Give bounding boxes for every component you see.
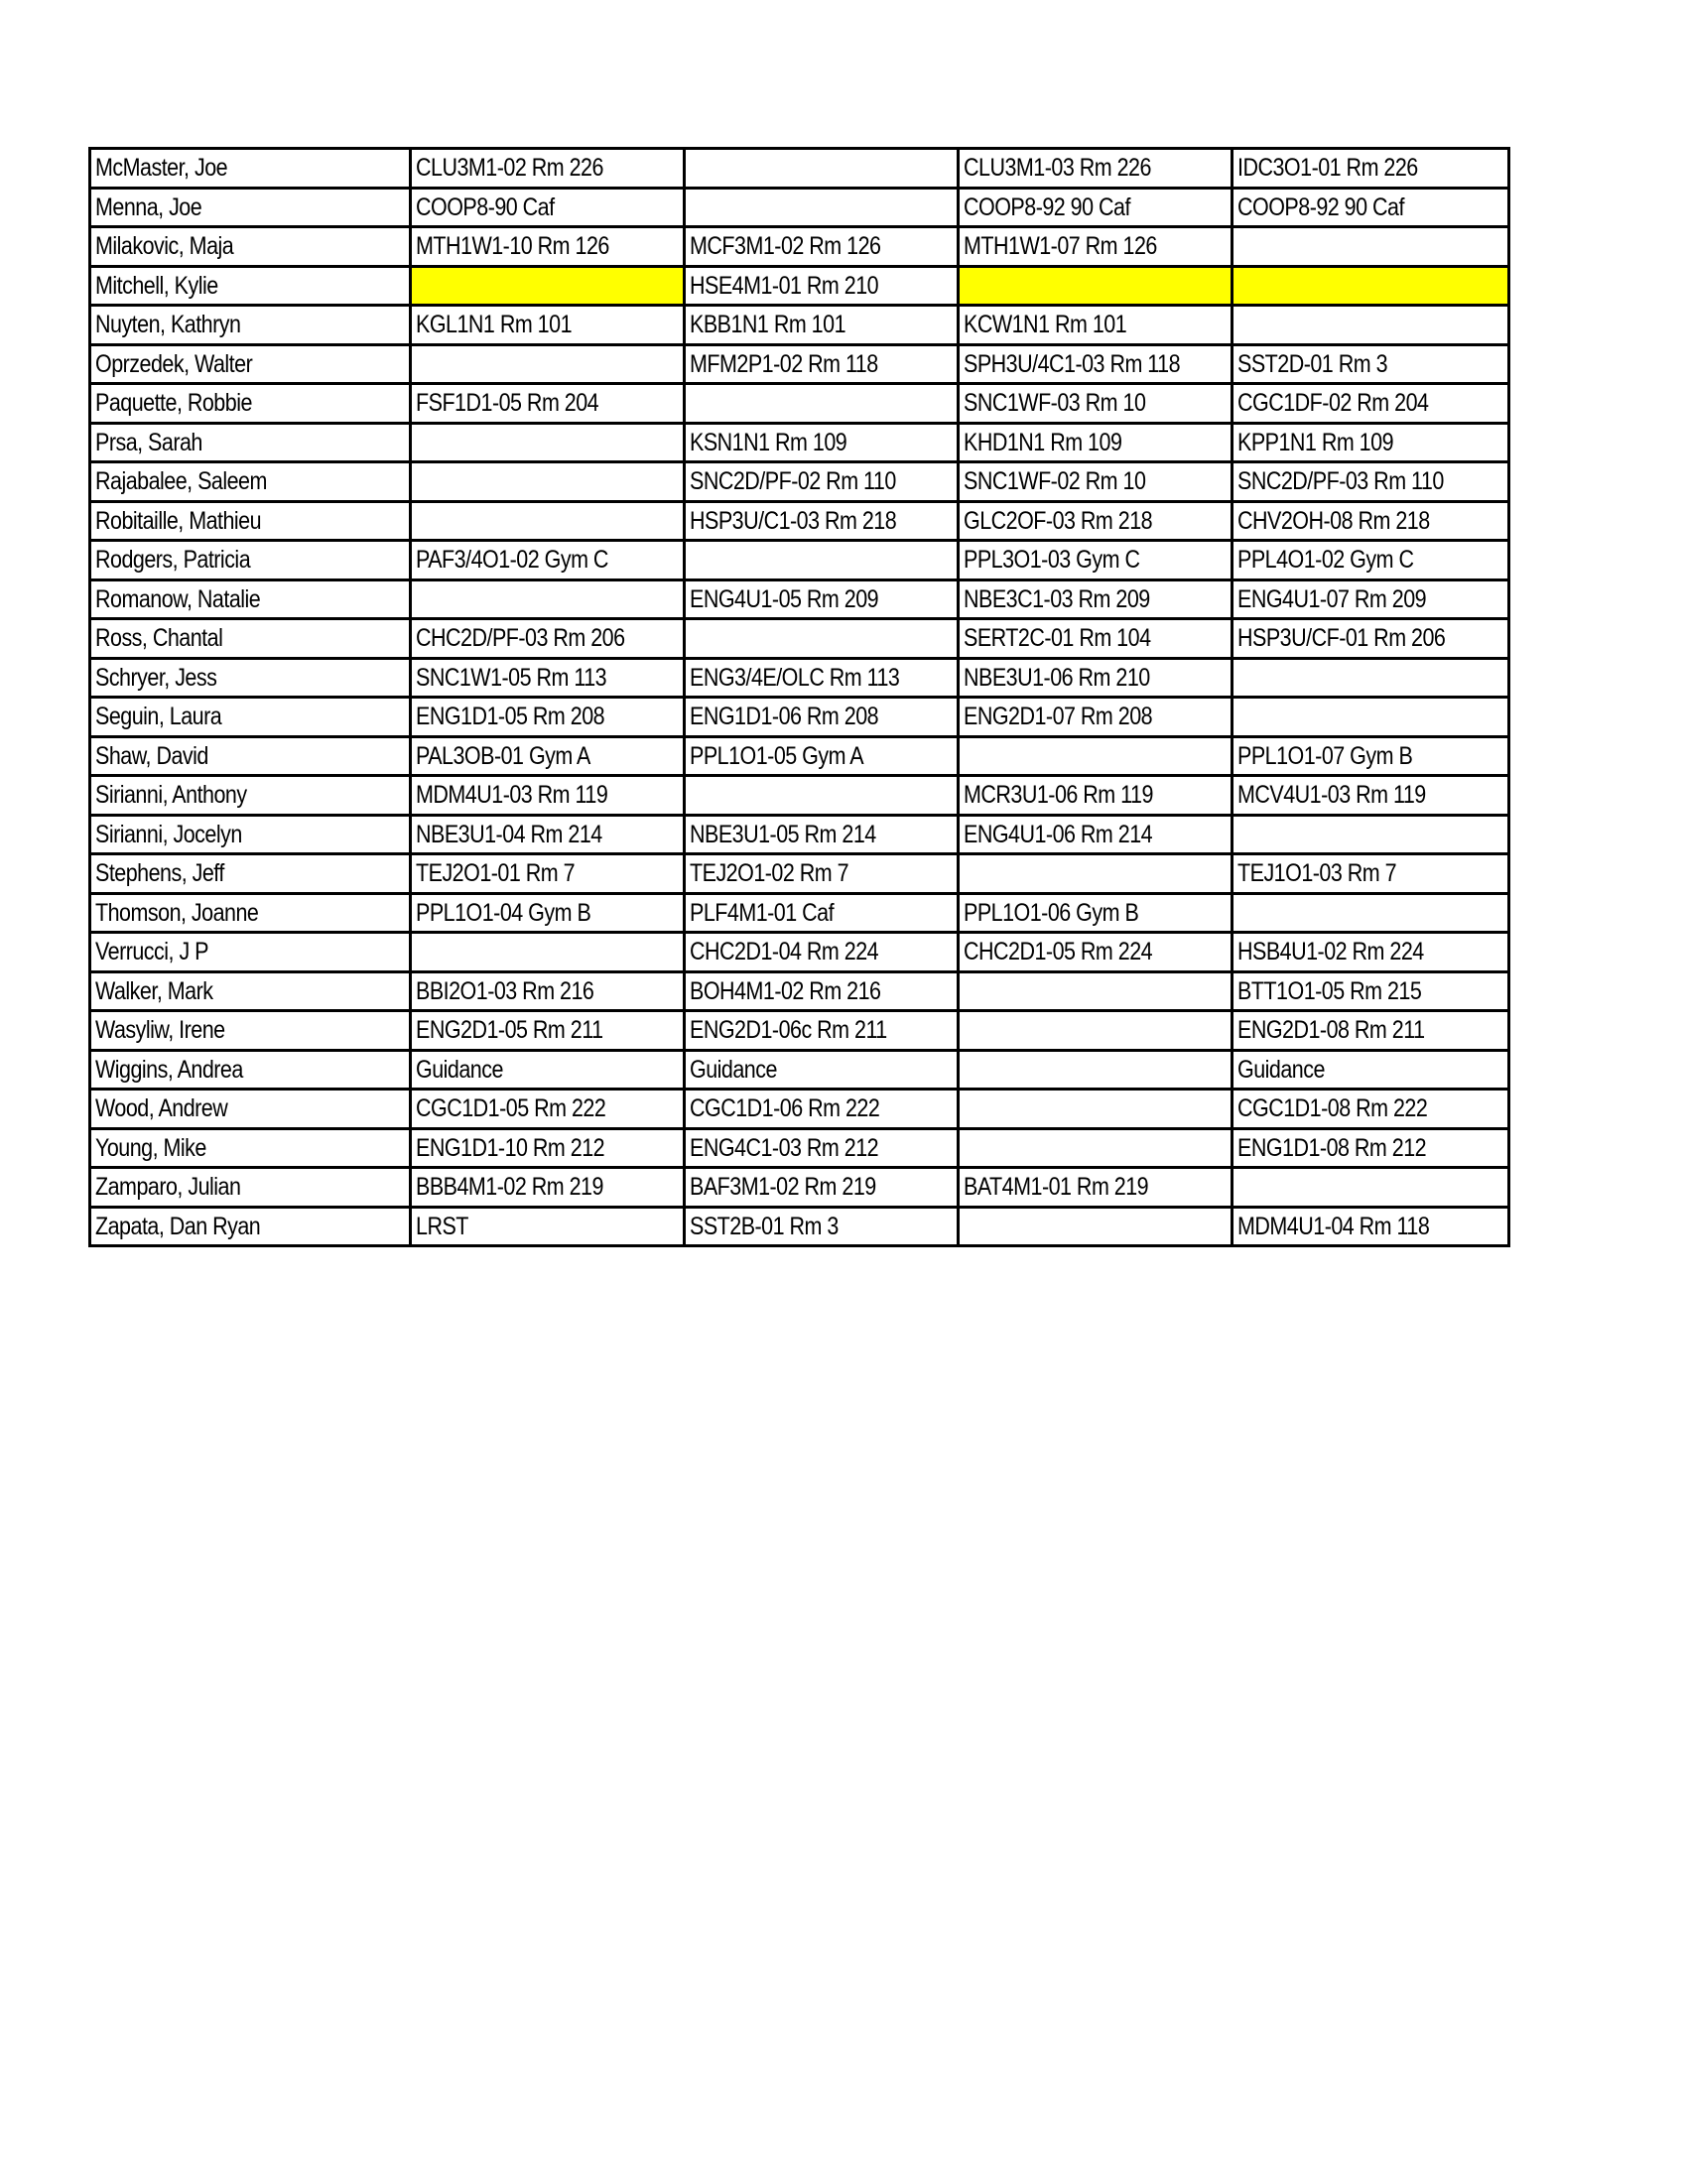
table-row (90, 971, 1509, 1011)
teacher-name: Nuyten, Kathryn (95, 311, 241, 339)
period-3-cell (959, 188, 1233, 227)
table-row (90, 815, 1509, 854)
period-3-cell (959, 933, 1233, 972)
period-2-cell (685, 815, 959, 854)
teacher-name: Prsa, Sarah (95, 428, 202, 456)
period-2-cell (685, 579, 959, 619)
class-assignment: MCV4U1-03 Rm 119 (1237, 781, 1426, 810)
period-1-cell (411, 384, 685, 424)
period-2-cell (685, 384, 959, 424)
period-4-cell (1233, 1207, 1509, 1246)
class-assignment: SNC2D/PF-02 Rm 110 (690, 467, 896, 496)
class-assignment: ENG4U1-05 Rm 209 (690, 584, 879, 613)
teacher-name: Zamparo, Julian (95, 1173, 241, 1202)
period-4-cell (1233, 736, 1509, 776)
period-2-cell (685, 776, 959, 816)
period-2-cell (685, 698, 959, 737)
teacher-name: Menna, Joe (95, 193, 202, 221)
period-1-cell (411, 541, 685, 580)
period-3-cell (959, 1050, 1233, 1090)
class-assignment: NBE3C1-03 Rm 209 (964, 584, 1150, 613)
table-row (90, 227, 1509, 267)
period-3-cell (959, 266, 1233, 306)
class-assignment: CHC2D1-04 Rm 224 (690, 938, 879, 966)
teacher-name-cell (90, 541, 411, 580)
period-3-cell (959, 736, 1233, 776)
period-1-cell (411, 971, 685, 1011)
table-row (90, 344, 1509, 384)
teacher-name-cell (90, 1011, 411, 1051)
period-1-cell (411, 776, 685, 816)
period-4-cell (1233, 893, 1509, 933)
table-row (90, 462, 1509, 502)
teacher-name-cell (90, 933, 411, 972)
period-4-cell (1233, 815, 1509, 854)
class-assignment: PPL1O1-05 Gym A (690, 741, 864, 770)
class-assignment: NBE3U1-06 Rm 210 (964, 663, 1150, 692)
period-3-cell (959, 776, 1233, 816)
teacher-name: Thomson, Joanne (95, 898, 259, 927)
teacher-name: Robitaille, Mathieu (95, 506, 262, 535)
table-row (90, 1128, 1509, 1168)
class-assignment: BBB4M1-02 Rm 219 (416, 1173, 603, 1202)
table-row (90, 1168, 1509, 1208)
class-assignment: MTH1W1-07 Rm 126 (964, 232, 1157, 261)
table-row (90, 384, 1509, 424)
table-row (90, 306, 1509, 345)
class-assignment: MTH1W1-10 Rm 126 (416, 232, 609, 261)
period-1-cell (411, 501, 685, 541)
period-4-cell (1233, 501, 1509, 541)
period-4-cell (1233, 854, 1509, 894)
class-assignment: CHV2OH-08 Rm 218 (1237, 506, 1430, 535)
teacher-name: Walker, Mark (95, 976, 213, 1005)
class-assignment: CLU3M1-03 Rm 226 (964, 154, 1151, 183)
table-row (90, 893, 1509, 933)
period-4-cell (1233, 579, 1509, 619)
class-assignment: Guidance (690, 1055, 777, 1084)
period-2-cell (685, 266, 959, 306)
period-4-cell (1233, 971, 1509, 1011)
teacher-name: Ross, Chantal (95, 624, 223, 653)
class-assignment: SNC2D/PF-03 Rm 110 (1237, 467, 1444, 496)
table-row (90, 1050, 1509, 1090)
period-3-cell (959, 227, 1233, 267)
period-2-cell (685, 619, 959, 659)
teacher-name-cell (90, 854, 411, 894)
class-assignment: HSE4M1-01 Rm 210 (690, 271, 879, 300)
period-3-cell (959, 1207, 1233, 1246)
class-assignment: KPP1N1 Rm 109 (1237, 428, 1394, 456)
period-1-cell (411, 854, 685, 894)
teacher-name-cell (90, 1090, 411, 1129)
table-row (90, 619, 1509, 659)
class-assignment: BTT1O1-05 Rm 215 (1237, 976, 1422, 1005)
teacher-name-cell (90, 188, 411, 227)
table-row (90, 736, 1509, 776)
class-assignment: KBB1N1 Rm 101 (690, 311, 846, 339)
period-2-cell (685, 854, 959, 894)
period-1-cell (411, 815, 685, 854)
teacher-name: Paquette, Robbie (95, 389, 252, 418)
teacher-name: Sirianni, Anthony (95, 781, 247, 810)
period-1-cell (411, 266, 685, 306)
period-4-cell (1233, 423, 1509, 462)
period-1-cell (411, 658, 685, 698)
teacher-name: Wasyliw, Irene (95, 1016, 225, 1045)
teacher-name-cell (90, 619, 411, 659)
teacher-name: Seguin, Laura (95, 703, 222, 731)
class-assignment: KSN1N1 Rm 109 (690, 428, 847, 456)
class-assignment: LRST (416, 1212, 468, 1240)
period-4-cell (1233, 227, 1509, 267)
period-3-cell (959, 541, 1233, 580)
period-4-cell (1233, 1050, 1509, 1090)
teacher-name-cell (90, 971, 411, 1011)
period-3-cell (959, 971, 1233, 1011)
period-1-cell (411, 698, 685, 737)
teacher-name: Mitchell, Kylie (95, 271, 218, 300)
class-assignment: ENG1D1-05 Rm 208 (416, 703, 605, 731)
period-1-cell (411, 1128, 685, 1168)
class-assignment: BAF3M1-02 Rm 219 (690, 1173, 876, 1202)
period-3-cell (959, 462, 1233, 502)
class-assignment: COOP8-92 90 Caf (964, 193, 1130, 221)
teacher-name-cell (90, 815, 411, 854)
period-1-cell (411, 344, 685, 384)
period-1-cell (411, 1050, 685, 1090)
period-2-cell (685, 933, 959, 972)
class-assignment: PAL3OB-01 Gym A (416, 741, 590, 770)
class-assignment: COOP8-90 Caf (416, 193, 555, 221)
class-assignment: Guidance (1237, 1055, 1325, 1084)
class-assignment: NBE3U1-05 Rm 214 (690, 820, 876, 848)
period-1-cell (411, 893, 685, 933)
period-1-cell (411, 462, 685, 502)
period-2-cell (685, 1168, 959, 1208)
class-assignment: SPH3U/4C1-03 Rm 118 (964, 349, 1181, 378)
table-row (90, 658, 1509, 698)
class-assignment: ENG1D1-06 Rm 208 (690, 703, 879, 731)
period-3-cell (959, 501, 1233, 541)
class-assignment: COOP8-92 90 Caf (1237, 193, 1404, 221)
table-row (90, 579, 1509, 619)
period-3-cell (959, 344, 1233, 384)
class-assignment: SNC1WF-03 Rm 10 (964, 389, 1146, 418)
period-3-cell (959, 1011, 1233, 1051)
period-3-cell (959, 893, 1233, 933)
class-assignment: MFM2P1-02 Rm 118 (690, 349, 878, 378)
class-assignment: MDM4U1-04 Rm 118 (1237, 1212, 1430, 1240)
class-assignment: CHC2D1-05 Rm 224 (964, 938, 1153, 966)
teacher-name: Wiggins, Andrea (95, 1055, 243, 1084)
period-3-cell (959, 306, 1233, 345)
class-assignment: SNC1WF-02 Rm 10 (964, 467, 1146, 496)
table-row (90, 1207, 1509, 1246)
teacher-name: Milakovic, Maja (95, 232, 234, 261)
class-assignment: CGC1D1-08 Rm 222 (1237, 1094, 1428, 1123)
period-3-cell (959, 423, 1233, 462)
teacher-name: Schryer, Jess (95, 663, 217, 692)
class-assignment: SST2D-01 Rm 3 (1237, 349, 1388, 378)
class-assignment: FSF1D1-05 Rm 204 (416, 389, 599, 418)
teacher-name-cell (90, 698, 411, 737)
class-assignment: HSP3U/C1-03 Rm 218 (690, 506, 897, 535)
period-1-cell (411, 1207, 685, 1246)
teacher-name-cell (90, 501, 411, 541)
table-row (90, 266, 1509, 306)
table-row (90, 1090, 1509, 1129)
class-assignment: Guidance (416, 1055, 503, 1084)
period-1-cell (411, 1168, 685, 1208)
class-assignment: BBI2O1-03 Rm 216 (416, 976, 594, 1005)
period-4-cell (1233, 1090, 1509, 1129)
class-assignment: BAT4M1-01 Rm 219 (964, 1173, 1149, 1202)
period-2-cell (685, 423, 959, 462)
teacher-name: Verrucci, J P (95, 938, 208, 966)
period-2-cell (685, 1128, 959, 1168)
period-4-cell (1233, 149, 1509, 189)
period-3-cell (959, 149, 1233, 189)
period-3-cell (959, 854, 1233, 894)
class-assignment: ENG4C1-03 Rm 212 (690, 1133, 879, 1162)
period-4-cell (1233, 619, 1509, 659)
class-assignment: HSB4U1-02 Rm 224 (1237, 938, 1424, 966)
class-assignment: SERT2C-01 Rm 104 (964, 624, 1151, 653)
class-assignment: MDM4U1-03 Rm 119 (416, 781, 608, 810)
class-assignment: SNC1W1-05 Rm 113 (416, 663, 607, 692)
class-assignment: PAF3/4O1-02 Gym C (416, 546, 608, 575)
period-3-cell (959, 619, 1233, 659)
class-assignment: ENG2D1-07 Rm 208 (964, 703, 1153, 731)
table-row (90, 501, 1509, 541)
period-2-cell (685, 306, 959, 345)
teacher-name-cell (90, 149, 411, 189)
period-3-cell (959, 658, 1233, 698)
class-assignment: CGC1DF-02 Rm 204 (1237, 389, 1429, 418)
teacher-name-cell (90, 266, 411, 306)
period-3-cell (959, 384, 1233, 424)
period-3-cell (959, 1128, 1233, 1168)
class-assignment: ENG1D1-08 Rm 212 (1237, 1133, 1427, 1162)
period-4-cell (1233, 462, 1509, 502)
teacher-name: Zapata, Dan Ryan (95, 1212, 261, 1240)
period-4-cell (1233, 188, 1509, 227)
teacher-name: Young, Mike (95, 1133, 206, 1162)
class-assignment: ENG1D1-10 Rm 212 (416, 1133, 605, 1162)
period-4-cell (1233, 1128, 1509, 1168)
class-assignment: CGC1D1-05 Rm 222 (416, 1094, 606, 1123)
class-assignment: KGL1N1 Rm 101 (416, 311, 573, 339)
period-2-cell (685, 1011, 959, 1051)
period-4-cell (1233, 933, 1509, 972)
teacher-name-cell (90, 423, 411, 462)
table-row (90, 423, 1509, 462)
table-row (90, 1011, 1509, 1051)
period-3-cell (959, 698, 1233, 737)
teacher-name-cell (90, 658, 411, 698)
class-assignment: CLU3M1-02 Rm 226 (416, 154, 603, 183)
period-1-cell (411, 933, 685, 972)
teacher-name-cell (90, 1050, 411, 1090)
period-4-cell (1233, 344, 1509, 384)
period-1-cell (411, 736, 685, 776)
class-assignment: ENG4U1-06 Rm 214 (964, 820, 1153, 848)
period-2-cell (685, 1207, 959, 1246)
teacher-name: Shaw, David (95, 741, 208, 770)
teacher-name-cell (90, 893, 411, 933)
class-assignment: CHC2D/PF-03 Rm 206 (416, 624, 625, 653)
period-1-cell (411, 579, 685, 619)
class-assignment: PPL1O1-06 Gym B (964, 898, 1139, 927)
class-assignment: ENG4U1-07 Rm 209 (1237, 584, 1427, 613)
period-4-cell (1233, 658, 1509, 698)
class-assignment: PPL1O1-07 Gym B (1237, 741, 1413, 770)
class-assignment: PLF4M1-01 Caf (690, 898, 835, 927)
period-2-cell (685, 1050, 959, 1090)
table-row (90, 188, 1509, 227)
period-1-cell (411, 423, 685, 462)
class-assignment: ENG2D1-08 Rm 211 (1237, 1016, 1425, 1045)
teacher-name-cell (90, 776, 411, 816)
class-assignment: PPL1O1-04 Gym B (416, 898, 591, 927)
teacher-schedule-table (88, 147, 1510, 1247)
class-assignment: TEJ2O1-01 Rm 7 (416, 859, 576, 888)
teacher-name: Oprzedek, Walter (95, 349, 253, 378)
period-1-cell (411, 1011, 685, 1051)
teacher-name: Rodgers, Patricia (95, 546, 251, 575)
class-assignment: ENG3/4E/OLC Rm 113 (690, 663, 900, 692)
period-1-cell (411, 306, 685, 345)
table-row (90, 854, 1509, 894)
teacher-name-cell (90, 227, 411, 267)
period-2-cell (685, 501, 959, 541)
teacher-name-cell (90, 579, 411, 619)
table-row (90, 933, 1509, 972)
period-1-cell (411, 227, 685, 267)
teacher-name: Sirianni, Jocelyn (95, 820, 242, 848)
schedule-table-body (90, 149, 1509, 1246)
teacher-name-cell (90, 1207, 411, 1246)
period-2-cell (685, 188, 959, 227)
period-4-cell (1233, 1168, 1509, 1208)
class-assignment: SST2B-01 Rm 3 (690, 1212, 839, 1240)
teacher-name-cell (90, 1128, 411, 1168)
period-4-cell (1233, 266, 1509, 306)
period-3-cell (959, 815, 1233, 854)
class-assignment: PPL3O1-03 Gym C (964, 546, 1140, 575)
period-1-cell (411, 149, 685, 189)
period-2-cell (685, 149, 959, 189)
class-assignment: BOH4M1-02 Rm 216 (690, 976, 881, 1005)
teacher-name: Stephens, Jeff (95, 859, 224, 888)
period-3-cell (959, 1090, 1233, 1129)
teacher-name: Rajabalee, Saleem (95, 467, 267, 496)
period-4-cell (1233, 1011, 1509, 1051)
period-4-cell (1233, 306, 1509, 345)
period-2-cell (685, 227, 959, 267)
class-assignment: NBE3U1-04 Rm 214 (416, 820, 602, 848)
period-2-cell (685, 462, 959, 502)
period-2-cell (685, 893, 959, 933)
class-assignment: CGC1D1-06 Rm 222 (690, 1094, 880, 1123)
period-2-cell (685, 344, 959, 384)
teacher-name-cell (90, 736, 411, 776)
class-assignment: ENG2D1-06c Rm 211 (690, 1016, 887, 1045)
period-3-cell (959, 1168, 1233, 1208)
class-assignment: KCW1N1 Rm 101 (964, 311, 1127, 339)
class-assignment: KHD1N1 Rm 109 (964, 428, 1122, 456)
teacher-name: Wood, Andrew (95, 1094, 228, 1123)
period-3-cell (959, 579, 1233, 619)
table-row (90, 541, 1509, 580)
period-1-cell (411, 1090, 685, 1129)
table-row (90, 776, 1509, 816)
period-1-cell (411, 188, 685, 227)
teacher-name-cell (90, 462, 411, 502)
class-assignment: PPL4O1-02 Gym C (1237, 546, 1414, 575)
class-assignment: MCR3U1-06 Rm 119 (964, 781, 1153, 810)
class-assignment: MCF3M1-02 Rm 126 (690, 232, 881, 261)
teacher-name-cell (90, 306, 411, 345)
period-2-cell (685, 658, 959, 698)
class-assignment: GLC2OF-03 Rm 218 (964, 506, 1153, 535)
class-assignment: IDC3O1-01 Rm 226 (1237, 154, 1418, 183)
class-assignment: HSP3U/CF-01 Rm 206 (1237, 624, 1446, 653)
class-assignment: TEJ2O1-02 Rm 7 (690, 859, 849, 888)
teacher-name: Romanow, Natalie (95, 584, 261, 613)
period-2-cell (685, 971, 959, 1011)
period-2-cell (685, 541, 959, 580)
teacher-name-cell (90, 1168, 411, 1208)
period-4-cell (1233, 698, 1509, 737)
period-4-cell (1233, 541, 1509, 580)
period-4-cell (1233, 384, 1509, 424)
table-row (90, 149, 1509, 189)
period-2-cell (685, 1090, 959, 1129)
teacher-name-cell (90, 344, 411, 384)
period-1-cell (411, 619, 685, 659)
period-4-cell (1233, 776, 1509, 816)
class-assignment: TEJ1O1-03 Rm 7 (1237, 859, 1397, 888)
period-2-cell (685, 736, 959, 776)
table-row (90, 698, 1509, 737)
teacher-name: McMaster, Joe (95, 154, 228, 183)
teacher-name-cell (90, 384, 411, 424)
class-assignment: ENG2D1-05 Rm 211 (416, 1016, 603, 1045)
